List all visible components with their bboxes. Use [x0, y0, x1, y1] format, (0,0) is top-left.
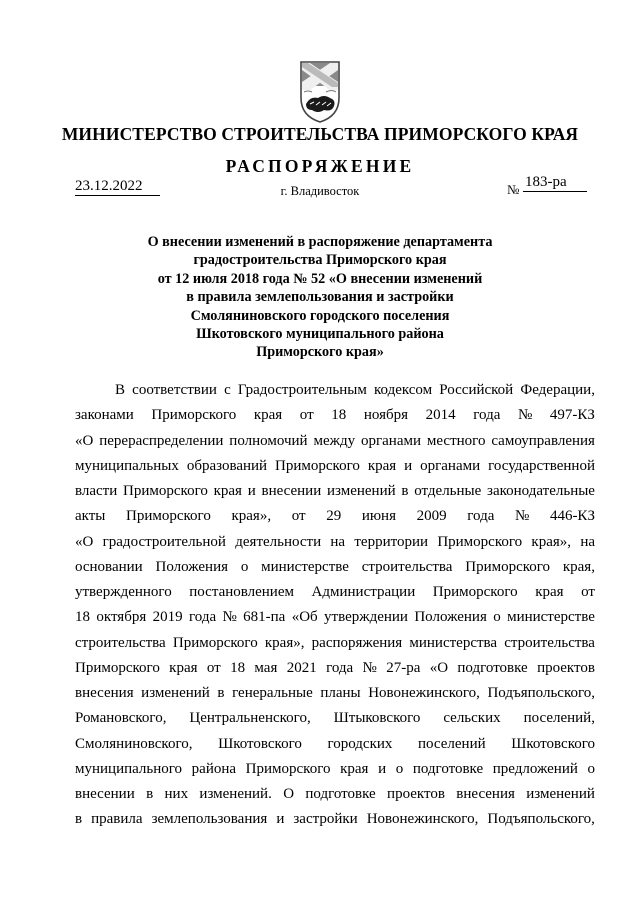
body-word: на — [580, 533, 595, 550]
body-word: 2019 — [152, 609, 183, 626]
body-word: о — [395, 760, 404, 777]
body-word: и — [404, 457, 413, 474]
body-word: Федерации, — [520, 382, 595, 398]
body-word: 681-па — [243, 609, 286, 626]
body-line — [75, 732, 595, 757]
body-word: края — [169, 659, 198, 676]
body-word: внесения — [75, 685, 134, 701]
body-word: кодексом — [373, 382, 433, 398]
body-word: «О — [75, 533, 94, 550]
body-word: Центральненского, — [189, 710, 311, 727]
body-word: правила — [91, 811, 143, 828]
body-word: Приморского — [275, 457, 360, 474]
body-word: планы — [320, 685, 361, 701]
body-word: министерства — [409, 634, 498, 651]
body-line — [75, 631, 595, 656]
body-word: изменений — [326, 483, 396, 499]
body-word: года — [473, 407, 501, 424]
body-word: края — [535, 584, 564, 600]
document-type: РАСПОРЯЖЕНИЕ — [225, 156, 415, 176]
title-line: градостроительства Приморского края — [193, 252, 447, 269]
body-word: законами — [75, 407, 134, 424]
body-line — [75, 706, 595, 731]
body-word: законодательные — [487, 483, 595, 499]
body-word: подготовке — [412, 760, 484, 777]
body-line — [75, 479, 595, 504]
body-word: года — [326, 659, 354, 676]
title-line: Шкотовского муниципального района — [196, 326, 444, 343]
body-word: Положения — [414, 609, 487, 626]
title-line: в правила землепользования и застройки — [186, 289, 454, 306]
body-word: Шкотовского — [218, 735, 302, 752]
body-word: № — [362, 659, 377, 676]
body-word: года — [467, 508, 495, 525]
body-word: предложений — [492, 760, 578, 777]
body-word: от — [206, 659, 221, 676]
document-number: 183-ра — [523, 173, 587, 192]
body-text — [75, 378, 595, 833]
body-word: органами — [420, 457, 481, 474]
body-word: основании — [75, 558, 143, 575]
body-word: в — [217, 685, 225, 701]
body-word: Смоляниновского, — [75, 735, 193, 752]
body-word: № — [515, 508, 530, 525]
body-word: Подъяпольского, — [487, 811, 595, 828]
body-word: Приморского — [432, 584, 518, 600]
body-word: сельских — [443, 710, 501, 727]
body-word: Подъяпольского, — [487, 685, 595, 701]
body-line — [75, 782, 595, 807]
body-word: строительства — [504, 634, 595, 651]
body-word: подготовке — [305, 786, 376, 802]
body-word: муниципального — [75, 760, 183, 777]
body-word: октября — [96, 609, 147, 626]
body-word: края», — [531, 533, 572, 550]
body-word: Приморского — [245, 760, 331, 777]
body-word: № — [222, 609, 237, 626]
body-word: 2014 — [425, 407, 456, 424]
body-word: 446-КЗ — [549, 508, 595, 525]
body-word: них — [164, 786, 189, 802]
body-word: края — [340, 760, 369, 777]
body-word: самоуправления — [491, 432, 595, 449]
body-word: и — [247, 483, 256, 499]
body-word: Новонежинского, — [366, 811, 479, 828]
title-line: Приморского края» — [256, 344, 384, 361]
body-word: государственной — [488, 457, 595, 474]
body-line — [75, 757, 595, 782]
body-word: 18 — [331, 407, 347, 424]
body-word: строительства — [361, 558, 453, 575]
body-word: проектов — [537, 659, 595, 676]
body-line — [75, 429, 595, 454]
body-word: органами — [361, 432, 422, 449]
body-word: в — [146, 786, 154, 802]
body-word: края, — [562, 558, 595, 575]
body-word: 27-ра — [386, 659, 421, 676]
body-word: внесения — [456, 786, 515, 802]
body-word: строительства — [75, 634, 166, 651]
body-word: землепользования — [151, 811, 268, 828]
body-word: между — [313, 432, 356, 449]
body-word: края — [253, 407, 283, 424]
body-word: Штыковского — [333, 710, 421, 727]
body-word: Приморского — [126, 508, 211, 525]
body-line — [75, 580, 595, 605]
body-word: 29 — [326, 508, 342, 525]
body-word: 18 — [230, 659, 246, 676]
body-word: 18 — [75, 609, 90, 626]
body-word: о — [587, 760, 595, 777]
body-word: и — [276, 811, 285, 828]
body-word: образований — [186, 457, 268, 474]
body-word: Новонежинского, — [368, 685, 480, 701]
body-word: Романовского, — [75, 710, 167, 727]
body-word: 2009 — [416, 508, 447, 525]
body-word: Российской — [439, 382, 514, 398]
body-word: перераспределении — [99, 432, 224, 449]
body-word: внесении — [75, 786, 135, 802]
body-line — [75, 656, 595, 681]
body-word: Приморского — [75, 659, 160, 676]
title-line: О внесении изменений в распоряжение департамента — [147, 234, 493, 250]
body-word: изменений. — [199, 786, 272, 802]
body-word: июня — [361, 508, 396, 525]
body-word: Приморского — [123, 483, 208, 499]
body-line — [75, 504, 595, 529]
body-word: 497-КЗ — [549, 407, 595, 424]
body-word: 2021 — [286, 659, 317, 676]
body-word: О — [283, 786, 295, 802]
body-line — [75, 555, 595, 580]
body-word: Шкотовского — [511, 735, 595, 752]
title-line: Смоляниновского городского поселения — [190, 307, 450, 324]
body-word: «О — [429, 659, 449, 676]
body-word: утвержденного — [75, 584, 172, 600]
body-word: Градостроительным — [237, 382, 367, 398]
body-word: соответствии — [132, 382, 217, 398]
body-word: района — [191, 760, 237, 777]
body-word: «Об — [291, 609, 318, 626]
body-line — [75, 403, 595, 428]
body-word: Положения — [155, 558, 229, 575]
body-line — [75, 605, 595, 630]
body-line — [75, 681, 595, 706]
body-word: и — [378, 760, 387, 777]
body-word: Приморского — [151, 407, 237, 424]
number-sign: № — [507, 182, 520, 197]
ministry-name: МИНИСТЕРСТВО СТРОИТЕЛЬСТВА ПРИМОРСКОГО КРАЯ — [61, 124, 579, 144]
body-word: акты — [75, 508, 106, 525]
body-word: от — [299, 407, 314, 424]
title-line: от 12 июля 2018 года № 52 «О внесении изменений — [157, 270, 483, 287]
body-word: В — [115, 382, 126, 398]
body-word: края — [213, 483, 242, 499]
body-word: городских — [327, 735, 393, 752]
body-word: муниципальных — [75, 457, 179, 474]
body-word: изменений — [141, 685, 210, 701]
body-word: о — [240, 558, 249, 575]
body-word: от — [291, 508, 306, 525]
coat-of-arms-icon — [296, 58, 344, 124]
document-title — [0, 233, 640, 362]
body-word: изменений — [526, 786, 595, 802]
body-word: о — [493, 609, 501, 626]
body-word: с — [224, 382, 231, 398]
body-word: министерстве — [507, 609, 595, 626]
body-word: в — [75, 811, 83, 828]
body-word: края», — [231, 508, 272, 525]
body-word: полномочий — [229, 432, 308, 449]
body-line — [75, 530, 595, 555]
body-word: на — [330, 533, 346, 550]
body-word: распоряжения — [311, 634, 403, 651]
body-word: проектов — [387, 786, 445, 802]
body-word: ноября — [363, 407, 409, 424]
body-word: № — [517, 407, 533, 424]
body-word: от — [581, 584, 595, 600]
body-word: края — [367, 457, 397, 474]
body-word: власти — [75, 483, 118, 499]
body-word: градостроительной — [102, 533, 226, 550]
body-word: мая — [254, 659, 278, 676]
body-line — [75, 378, 595, 403]
body-word: территории — [354, 533, 429, 550]
body-word: Приморского — [172, 634, 258, 651]
body-line — [75, 454, 595, 479]
body-word: Администрации — [311, 584, 416, 600]
body-word: отдельные — [414, 483, 482, 499]
body-word: министерстве — [261, 558, 349, 575]
body-word: постановлением — [189, 584, 294, 600]
body-word: утверждении — [324, 609, 408, 626]
body-word: местного — [426, 432, 486, 449]
body-word: поселений, — [523, 710, 595, 727]
body-word: Приморского — [465, 558, 551, 575]
document-date: 23.12.2022 — [75, 177, 160, 196]
body-word: деятельности — [235, 533, 322, 550]
body-word: подготовке — [457, 659, 528, 676]
body-word: застройки — [293, 811, 358, 828]
body-word: генеральные — [232, 685, 313, 701]
body-word: края», — [264, 634, 305, 651]
body-word: Приморского — [437, 533, 523, 550]
body-word: «О — [75, 432, 94, 449]
document-city: г. Владивосток — [280, 184, 360, 198]
body-word: поселений — [418, 735, 486, 752]
body-word: года — [188, 609, 217, 626]
body-word: в — [401, 483, 409, 499]
body-line — [75, 807, 595, 832]
body-word: внесении — [261, 483, 322, 499]
